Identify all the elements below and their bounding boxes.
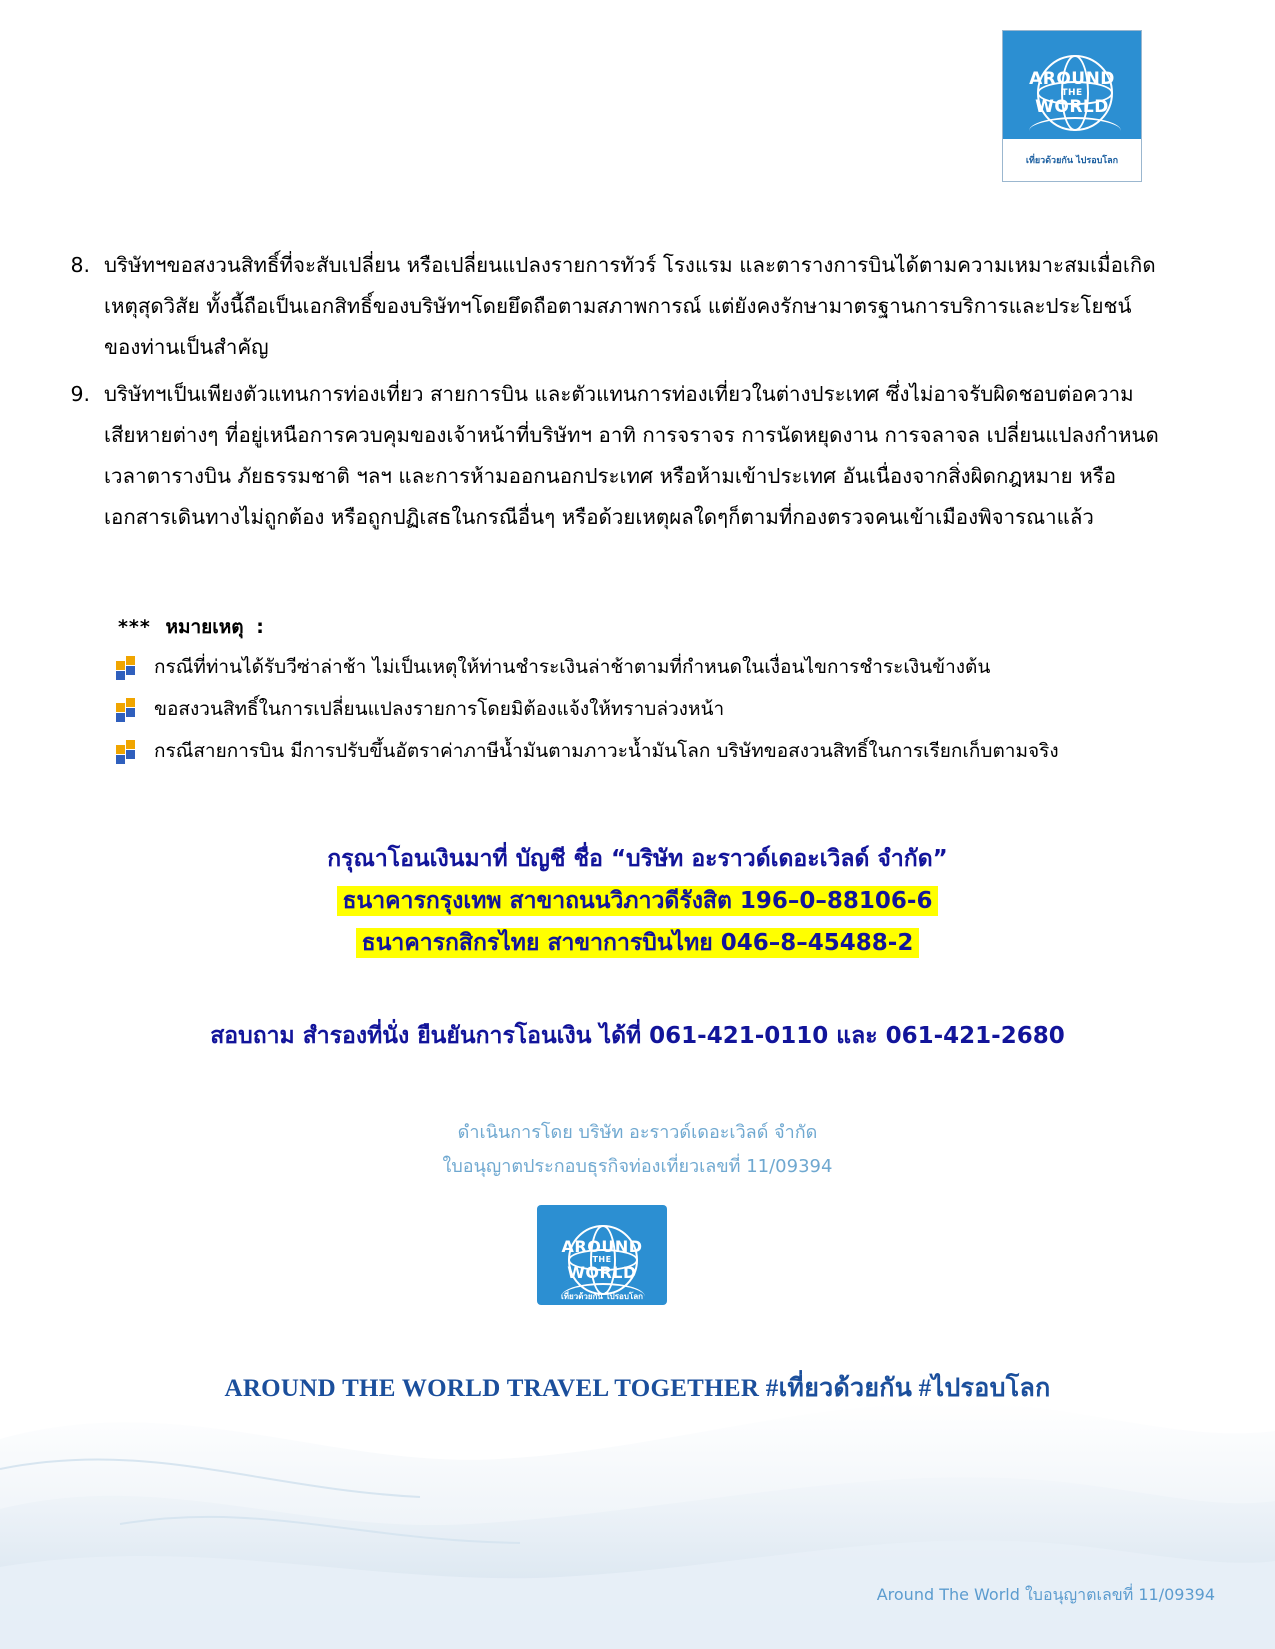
quad-square-bullet-icon (116, 740, 138, 762)
note-colon: : (256, 616, 264, 638)
footer-logo (537, 1205, 667, 1333)
logo-brand-the: THE (592, 1255, 612, 1264)
logo-top-panel (537, 1205, 667, 1305)
bank-account-1 (0, 880, 1275, 922)
payment-block (0, 838, 1275, 964)
footer-logo-wrapper (0, 1205, 1275, 1335)
logo-top-panel (1003, 31, 1141, 139)
note-heading (118, 612, 264, 642)
logo-brand-world: WORLD (1035, 97, 1109, 117)
bank-account-2 (0, 922, 1275, 964)
list-item-text: บริษัทฯขอสงวนสิทธิ์ที่จะสับเปลี่ยน หรือเปลี่ยนแปลงรายการทัวร์ โรงแรม และตารางการบินได้ตามความเหมาะสมเมื่อเกิดเหตุสุดวิสัย ทั้งนี้ถือเป็นเอกสิทธิ์ของบริษัทฯโดยยึดถือตามสภาพการณ์ แต่ยังคงรักษามาตรฐานการบริการและประโยชน์ของท่านเป็นสำคัญ (104, 253, 1156, 359)
list-item-number: 8. (70, 253, 90, 277)
terms-list (62, 245, 1162, 544)
logo-brand-the: THE (1061, 88, 1083, 98)
payment-title: กรุณาโอนเงินมาที่ บัญชี ชื่อ “บริษัท อะราวด์เดอะเวิลด์ จำกัด” (327, 846, 948, 872)
note-stars: *** (118, 616, 151, 638)
note-item-text: ขอสงวนสิทธิ์ในการเปลี่ยนแปลงรายการโดยมิต้องแจ้งให้ทราบล่วงหน้า (154, 698, 725, 720)
logo-brand-around: AROUND (561, 1237, 643, 1256)
bank-account-2-text: ธนาคารกสิกรไทย สาขาการบินไทย 046–8–45488-2 (356, 928, 920, 958)
operator-line-2: ใบอนุญาตประกอบธุรกิจท่องเที่ยวเลขที่ 11/09394 (442, 1156, 833, 1177)
logo-tagline: เที่ยวด้วยกัน ไปรอบโลก (1025, 156, 1119, 166)
bank-account-1-text: ธนาคารกรุงเทพ สาขาถนนวิภาวดีรังสิต 196–0–88106-6 (337, 886, 939, 916)
list-item (116, 694, 1176, 724)
quad-square-bullet-icon (116, 656, 138, 678)
footer-license-note: Around The World ใบอนุญาตเลขที่ 11/09394 (876, 1585, 1215, 1604)
bridge-icon (1029, 117, 1121, 131)
operator-line-1: ดำเนินการโดย บริษัท อะราวด์เดอะเวิลด์ จำกัด (457, 1122, 818, 1143)
header-logo (1002, 30, 1142, 182)
list-item (116, 652, 1176, 682)
note-item-text: กรณีที่ท่านได้รับวีซ่าล่าช้า ไม่เป็นเหตุให้ท่านชำระเงินล่าช้าตามที่กำหนดในเงื่อนไขการชำระเงินข้างต้น (154, 656, 991, 678)
list-item (62, 374, 1162, 538)
list-item (62, 245, 1162, 368)
logo-tagline: เที่ยวด้วยกัน ไปรอบโลก (561, 1292, 643, 1301)
logo-brand-around: AROUND (1029, 69, 1115, 89)
list-item-text: บริษัทฯเป็นเพียงตัวแทนการท่องเที่ยว สายการบิน และตัวแทนการท่องเที่ยวในต่างประเทศ ซึ่งไม่อาจรับผิดชอบต่อความเสียหายต่างๆ ที่อยู่เหนือการควบคุมของเจ้าหน้าที่บริษัทฯ อาทิ การจราจร การนัดหยุดงาน การจลาจล เปลี่ยนแปลงกำหนดเวลาตารางบิน ภัยธรรมชาติ ฯลฯ และการห้ามออกนอกประเทศ หรือห้ามเข้าประเทศ อันเนื่องจากสิ่งผิดกฎหมาย หรือเอกสารเดินทางไม่ถูกต้อง หรือถูกปฏิเสธในกรณีอื่นๆ หรือด้วยเหตุผลใดๆก็ตามที่กองตรวจคนเข้าเมืองพิจารณาแล้ว (104, 382, 1159, 529)
note-bullets (116, 652, 1176, 778)
logo-brand-world: WORLD (567, 1263, 637, 1282)
list-item (116, 736, 1176, 766)
note-label: หมายเหตุ (165, 616, 244, 638)
list-item-number: 9. (70, 382, 90, 406)
note-item-text: กรณีสายการบิน มีการปรับขึ้นอัตราค่าภาษีน้ำมันตามภาวะน้ำมันโลก บริษัทขอสงวนสิทธิ์ในการเรียกเก็บตามจริง (154, 740, 1059, 762)
operator-block (0, 1116, 1275, 1184)
contact-line: สอบถาม สำรองที่นั่ง ยืนยันการโอนเงิน ได้ที่ 061-421-0110 และ 061-421-2680 (210, 1023, 1065, 1049)
quad-square-bullet-icon (116, 698, 138, 720)
slogan-text: AROUND THE WORLD TRAVEL TOGETHER #เที่ยวด้วยกัน #ไปรอบโลก (224, 1375, 1051, 1402)
